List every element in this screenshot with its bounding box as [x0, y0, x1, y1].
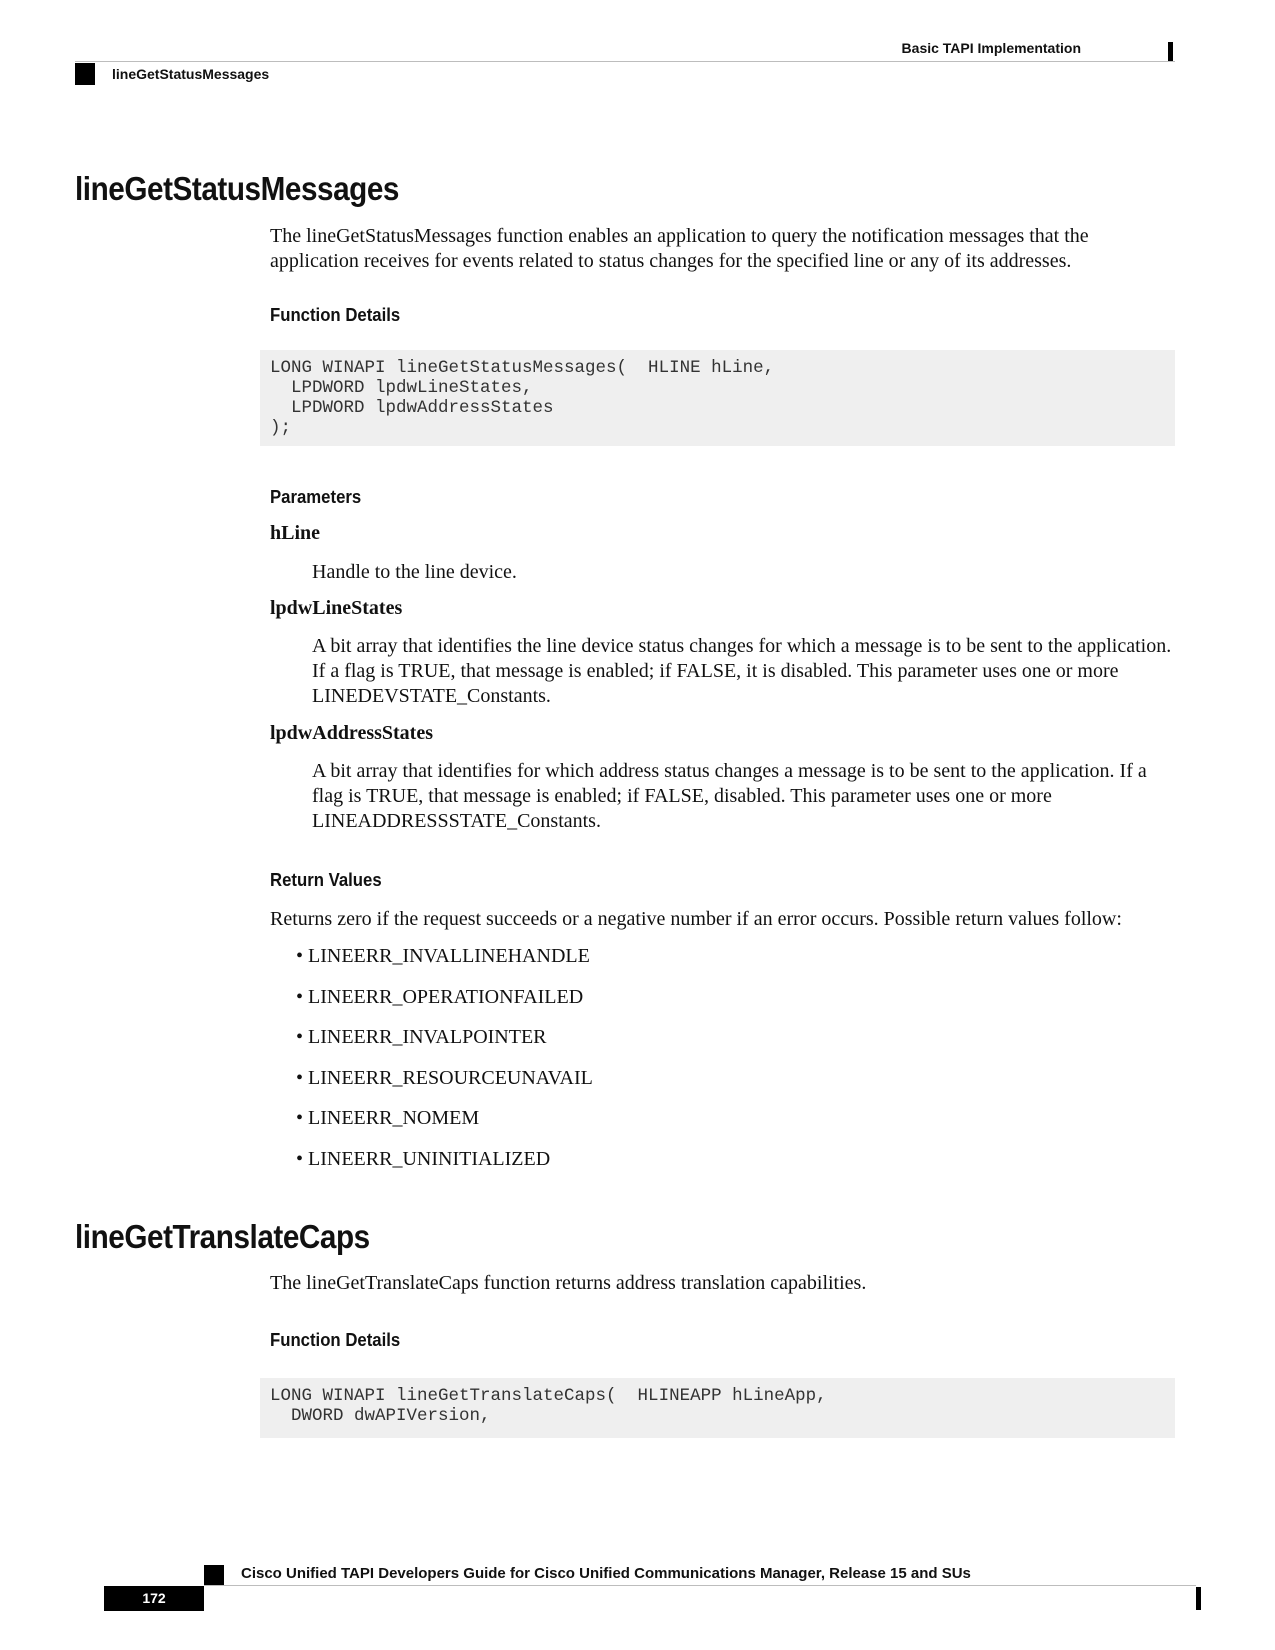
- return-values-list: [296, 945, 593, 1188]
- function-details-heading: Function Details: [270, 305, 401, 325]
- return-values-heading: Return Values: [270, 870, 382, 890]
- parameter-name: lpdwLineStates: [270, 597, 403, 619]
- parameter-description: Handle to the line device.: [312, 561, 517, 583]
- parameter-description: A bit array that identifies the line device status changes for which a message is to be sent to the application. If a flag is TRUE, that message is enabled; if FALSE, it is disabled. This parameter uses one or more LINEDEVSTATE_Constants.: [312, 635, 1172, 707]
- header-marker-bar: [1168, 42, 1173, 62]
- return-values-text: Returns zero if the request succeeds or a negative number if an error occurs. Possible return values follow:: [270, 908, 1122, 930]
- page-number: 172: [104, 1586, 204, 1611]
- running-header-chapter: Basic TAPI Implementation: [901, 40, 1081, 56]
- header-rule: [75, 61, 1175, 62]
- list-item: • LINEERR_INVALLINEHANDLE: [296, 945, 590, 967]
- footer-rule: [204, 1585, 1196, 1586]
- list-item: • LINEERR_OPERATIONFAILED: [296, 985, 584, 1008]
- footer-title: Cisco Unified TAPI Developers Guide for Cisco Unified Communications Manager, Release 15 and SUs: [241, 1565, 971, 1582]
- footer-marker-bar: [1196, 1587, 1201, 1610]
- list-item: • LINEERR_INVALPOINTER: [296, 1026, 547, 1048]
- parameter-description: A bit array that identifies for which address status changes a message is to be sent to the application. If a flag is TRUE, that message is enabled; if FALSE, disabled. This parameter uses one or more LINEADDRESSSTATE_Constants.: [312, 760, 1147, 832]
- parameter-name: hLine: [270, 522, 321, 544]
- list-item: • LINEERR_RESOURCEUNAVAIL: [296, 1066, 593, 1089]
- section-description: The lineGetTranslateCaps function returns address translation capabilities.: [270, 1272, 867, 1294]
- section-description: The lineGetStatusMessages function enables an application to query the notification messages that the application receives for events related to status changes for the specified line or any of its addresses.: [270, 225, 1089, 272]
- footer-marker-box: [204, 1565, 224, 1585]
- list-item: • LINEERR_UNINITIALIZED: [296, 1147, 551, 1170]
- list-item: • LINEERR_NOMEM: [296, 1107, 480, 1129]
- parameters-heading: Parameters: [270, 487, 362, 507]
- function-details-heading: Function Details: [270, 1330, 401, 1350]
- parameter-name: lpdwAddressStates: [270, 722, 433, 744]
- running-header-section: lineGetStatusMessages: [112, 66, 270, 82]
- code-block: LONG WINAPI lineGetTranslateCaps( HLINEAPP hLineApp, DWORD dwAPIVersion,: [260, 1378, 1175, 1438]
- section-title: lineGetTranslateCaps: [75, 1218, 370, 1255]
- section-title: lineGetStatusMessages: [75, 170, 399, 207]
- header-marker-box: [75, 63, 95, 85]
- code-block: LONG WINAPI lineGetStatusMessages( HLINE hLine, LPDWORD lpdwLineStates, LPDWORD lpdwAddressStates );: [260, 350, 1175, 446]
